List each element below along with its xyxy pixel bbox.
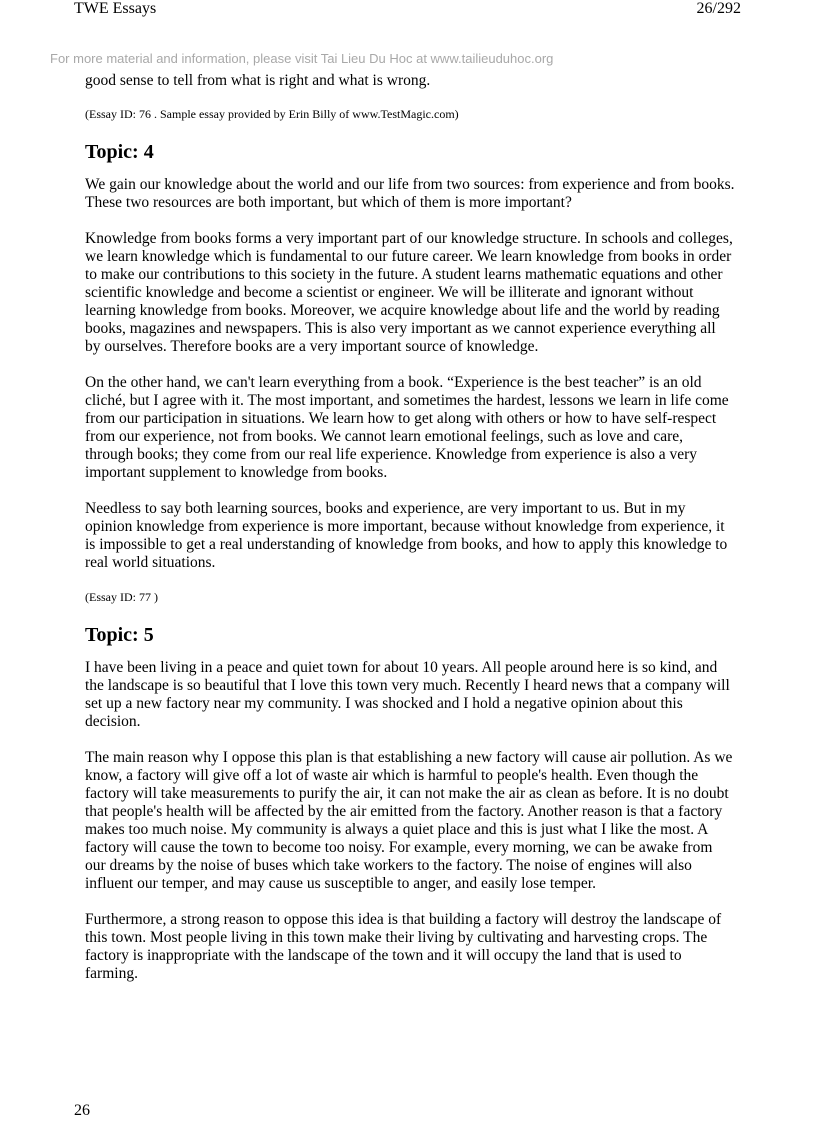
- page-content: [85, 72, 735, 983]
- running-header-title: TWE Essays: [74, 0, 157, 17]
- essay-source-76: (Essay ID: 76 . Sample essay provided by Erin Billy of www.TestMagic.com): [85, 107, 459, 121]
- page-number: 26: [74, 1102, 90, 1119]
- running-header-page-count: 26/292: [696, 0, 741, 17]
- topic-4-paragraph: Knowledge from books forms a very important part of our knowledge structure. In schools and colleges, we learn knowledge which is fundamental to our future career. We learn knowledge from books in order to make our contributions to this society in the future. A student learns mathematic equations and other scientific knowledge and become a scientist or engineer. We will be illiterate and ignorant without learning knowledge from books. Moreover, we acquire knowledge about life and the world by reading books, magazines and newspapers. This is also very important as we cannot experience everything all by ourselves. Therefore books are a very important source of knowledge.: [85, 230, 733, 355]
- topic-5-heading: Topic: 5: [85, 624, 154, 646]
- topic-5-paragraph: I have been living in a peace and quiet town for about 10 years. All people around here is so kind, and the landscape is so beautiful that I love this town very much. Recently I heard news that a company will set up a new factory near my community. I was shocked and I hold a negative opinion about this decision.: [85, 659, 730, 730]
- continued-paragraph: good sense to tell from what is right and what is wrong.: [85, 72, 431, 89]
- topic-5-paragraph: Furthermore, a strong reason to oppose this idea is that building a factory will destroy the landscape of this town. Most people living in this town make their living by cultivating and harvesting crops. The factory is inappropriate with the landscape of the town and it will occupy the land that is used to farming.: [85, 911, 722, 982]
- essay-source-77: (Essay ID: 77 ): [85, 590, 158, 604]
- topic-5-paragraph: The main reason why I oppose this plan is that establishing a new factory will cause air pollution. As we know, a factory will give off a lot of waste air which is harmful to people's health. Even though the factory will take measurements to purify the air, it can not make the air as clean as before. It is no doubt that people's health will be affected by the air emitted from the factory. Another reason is that a factory makes too much noise. My community is always a quiet place and this is just what I like the most. A factory will cause the town to become too noisy. For example, every morning, we can be awake from our dreams by the noise of buses which take workers to the factory. The noise of engines will also influent our temper, and may cause us susceptible to anger, and easily lose temper.: [85, 749, 733, 892]
- watermark-text: For more material and information, please visit Tai Lieu Du Hoc at www.tailieuduhoc.org: [50, 51, 554, 66]
- topic-4-paragraph: We gain our knowledge about the world and our life from two sources: from experience and from books. These two resources are both important, but which of them is more important?: [85, 176, 735, 211]
- topic-4-paragraph: Needless to say both learning sources, books and experience, are very important to us. But in my opinion knowledge from experience is more important, because without knowledge from experience, it is impossible to get a real understanding of knowledge from books, and how to apply this knowledge to real world situations.: [85, 500, 728, 571]
- topic-4-paragraph: On the other hand, we can't learn everything from a book. “Experience is the best teacher” is an old cliché, but I agree with it. The most important, and sometimes the hardest, lessons we learn in life come from our participation in situations. We learn how to get along with others or how to have self-respect from our experience, not from books. We cannot learn emotional feelings, such as love and care, through books; they come from our real life experience. Knowledge from experience is also a very important supplement to knowledge from books.: [85, 374, 729, 481]
- topic-4-heading: Topic: 4: [85, 141, 154, 163]
